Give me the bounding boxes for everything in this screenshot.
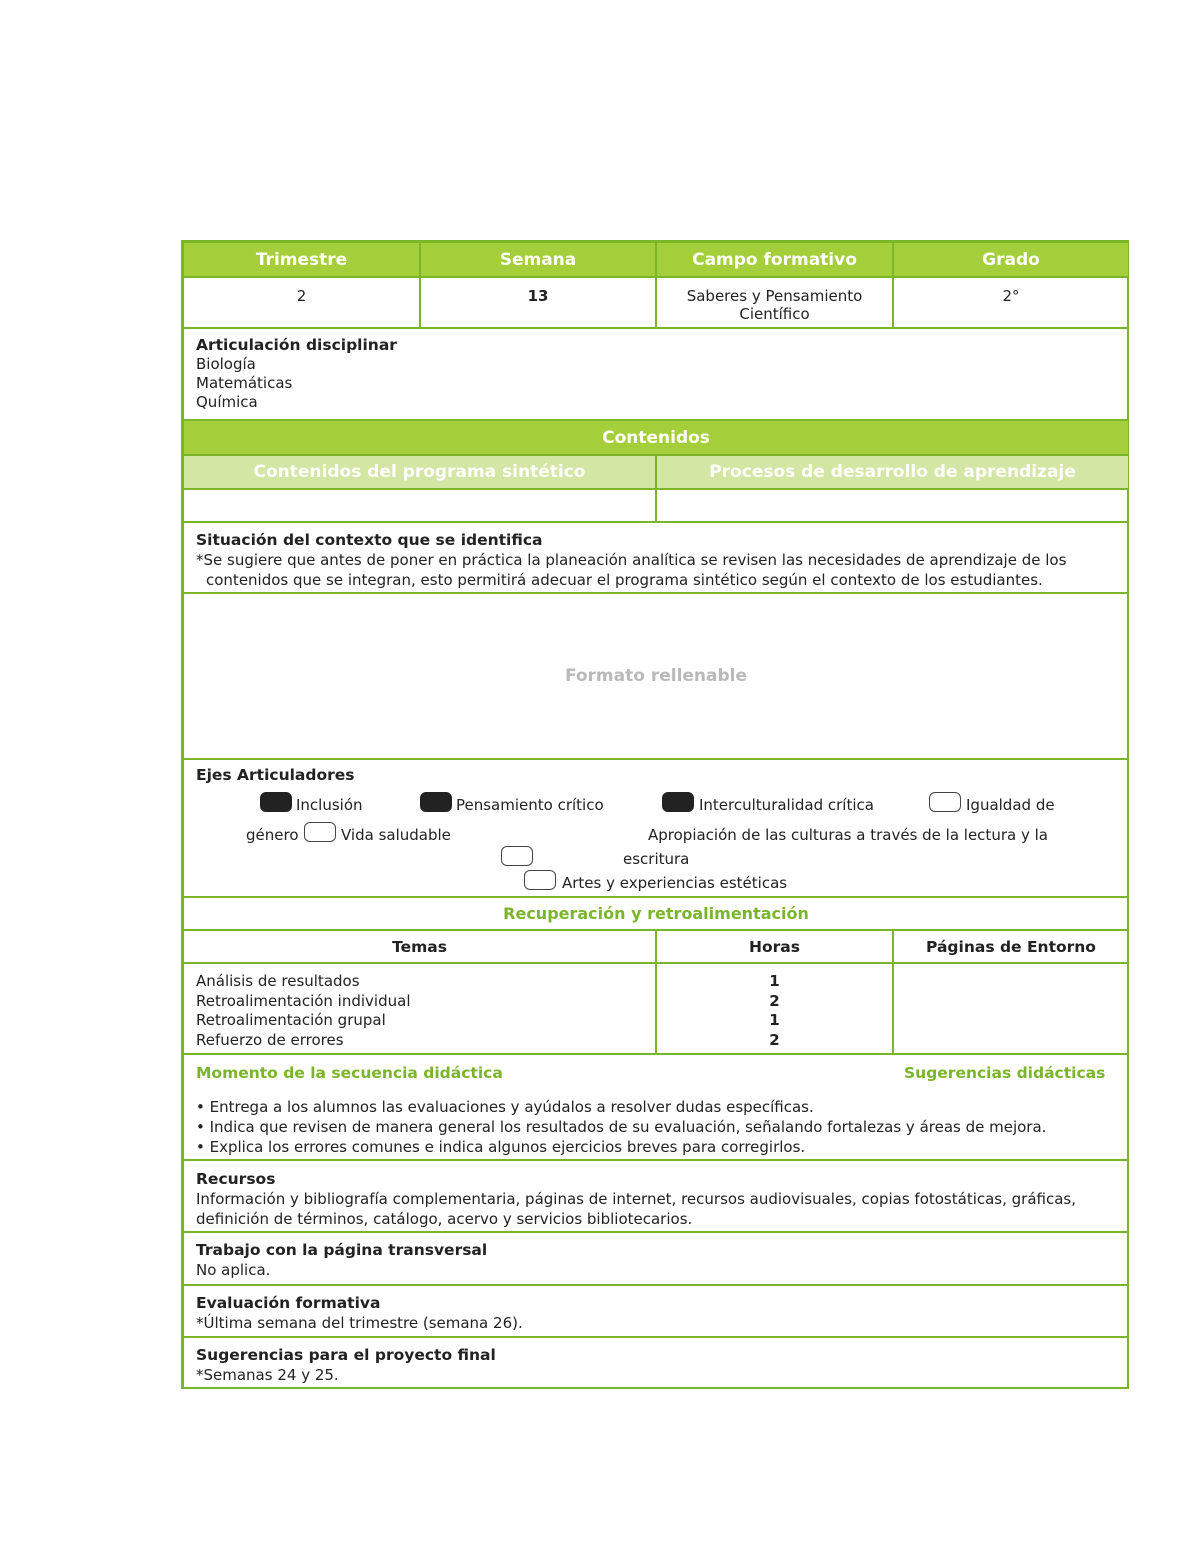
situacion-note-2: contenidos que se integran, esto permitirá adecuar el programa sintético según el contexto de los estudiantes.	[206, 571, 1043, 589]
situacion-section	[183, 522, 1129, 593]
header-trimestre: Trimestre	[183, 242, 420, 277]
eje-vida-label: Vida saludable	[341, 826, 451, 844]
eje-igualdad-label: Igualdad de	[966, 796, 1055, 814]
col-horas: Horas	[656, 930, 893, 963]
recursos-title: Recursos	[196, 1170, 276, 1188]
recuperacion-title-text: Recuperación y retroalimentación	[503, 904, 809, 923]
checkbox-artes[interactable]	[524, 870, 556, 890]
col-paginas: Páginas de Entorno	[893, 930, 1129, 963]
paginas-cell[interactable]	[893, 963, 1129, 1054]
sugerencias-label: Sugerencias didácticas	[904, 1064, 1106, 1082]
checkbox-apropiacion[interactable]	[501, 846, 533, 866]
transversal-section	[183, 1232, 1129, 1285]
momento-title: Momento de la secuencia didáctica	[196, 1064, 503, 1082]
hora-item: 2	[769, 1030, 780, 1049]
value-trimestre: 2	[183, 277, 420, 328]
ejes-section	[183, 759, 1129, 897]
value-semana: 13	[420, 277, 656, 328]
hora-item: 1	[769, 1011, 780, 1029]
recursos-line-1: Información y bibliografía complementaria, páginas de internet, recursos audiovisuales, copias fotostáticas, gráficas,	[196, 1190, 1077, 1208]
hora-item: 2	[769, 991, 780, 1010]
eje-inclusion-label: Inclusión	[296, 796, 363, 814]
momento-bullet: • Entrega a los alumnos las evaluaciones y ayúdalos a resolver dudas específicas.	[196, 1098, 814, 1116]
transversal-title: Trabajo con la página transversal	[196, 1241, 488, 1259]
temas-cell	[183, 963, 656, 1054]
proyecto-title: Sugerencias para el proyecto final	[196, 1346, 496, 1364]
contenidos-input-1[interactable]	[183, 489, 656, 522]
header-semana: Semana	[420, 242, 656, 277]
tema-item: Retroalimentación individual	[196, 991, 411, 1010]
contenidos-input-2[interactable]	[656, 489, 1129, 522]
header-grado: Grado	[893, 242, 1129, 277]
contenidos-col1: Contenidos del programa sintético	[183, 455, 656, 489]
momento-section	[183, 1054, 1129, 1160]
articulacion-item: Matemáticas	[196, 374, 293, 392]
hora-item: 1	[769, 972, 780, 990]
header-campo: Campo formativo	[656, 242, 893, 277]
momento-bullet: • Indica que revisen de manera general los resultados de su evaluación, señalando fortalezas y áreas de mejora.	[196, 1118, 1047, 1136]
eje-interculturalidad-label: Interculturalidad crítica	[699, 796, 874, 814]
eje-pensamiento-label: Pensamiento crítico	[456, 796, 604, 814]
eje-apropiacion-label: Apropiación de las culturas a través de la lectura y la	[648, 826, 1048, 844]
articulacion-item: Química	[196, 393, 258, 411]
situacion-note-1: *Se sugiere que antes de poner en práctica la planeación analítica se revisen las necesidades de aprendizaje de los	[196, 551, 1067, 569]
evaluacion-text: *Última semana del trimestre (semana 26).	[196, 1314, 523, 1332]
planning-sheet	[181, 240, 1129, 1389]
proyecto-section	[183, 1337, 1129, 1389]
contenidos-title: Contenidos	[183, 420, 1129, 455]
articulacion-item: Biología	[196, 355, 256, 373]
value-campo: Saberes y Pensamiento Científico	[656, 277, 893, 328]
checkbox-pensamiento[interactable]	[420, 792, 452, 812]
proyecto-text: *Semanas 24 y 25.	[196, 1366, 339, 1384]
situacion-title: Situación del contexto que se identifica	[196, 531, 543, 549]
recursos-line-2: definición de términos, catálogo, acervo y servicios bibliotecarios.	[196, 1210, 693, 1228]
checkbox-igualdad[interactable]	[929, 792, 961, 812]
momento-bullet: • Explica los errores comunes e indica algunos ejercicios breves para corregirlos.	[196, 1138, 806, 1156]
transversal-text: No aplica.	[196, 1261, 271, 1279]
col-temas: Temas	[183, 930, 656, 963]
evaluacion-section	[183, 1285, 1129, 1337]
checkbox-vida[interactable]	[304, 822, 336, 842]
recuperacion-title	[183, 897, 1129, 930]
horas-cell	[656, 963, 893, 1054]
eje-igualdad-label-2: género	[246, 826, 299, 844]
checkbox-inclusion[interactable]	[260, 792, 292, 812]
checkbox-interculturalidad[interactable]	[662, 792, 694, 812]
ejes-title: Ejes Articuladores	[196, 766, 355, 784]
contenidos-col2: Procesos de desarrollo de aprendizaje	[656, 455, 1129, 489]
eje-artes-label: Artes y experiencias estéticas	[562, 874, 788, 892]
situacion-fillable[interactable]: Formato rellenable	[183, 593, 1129, 759]
eje-apropiacion-label-2: escritura	[623, 850, 690, 868]
articulacion-title: Articulación disciplinar	[196, 336, 397, 354]
evaluacion-title: Evaluación formativa	[196, 1294, 381, 1312]
recursos-section	[183, 1160, 1129, 1232]
articulacion-section	[183, 328, 1129, 420]
momento-bullets	[196, 1097, 1046, 1157]
tema-item: Análisis de resultados	[196, 972, 360, 990]
tema-item: Retroalimentación grupal	[196, 1011, 386, 1029]
tema-item: Refuerzo de errores	[196, 1030, 344, 1049]
value-grado: 2°	[893, 277, 1129, 328]
